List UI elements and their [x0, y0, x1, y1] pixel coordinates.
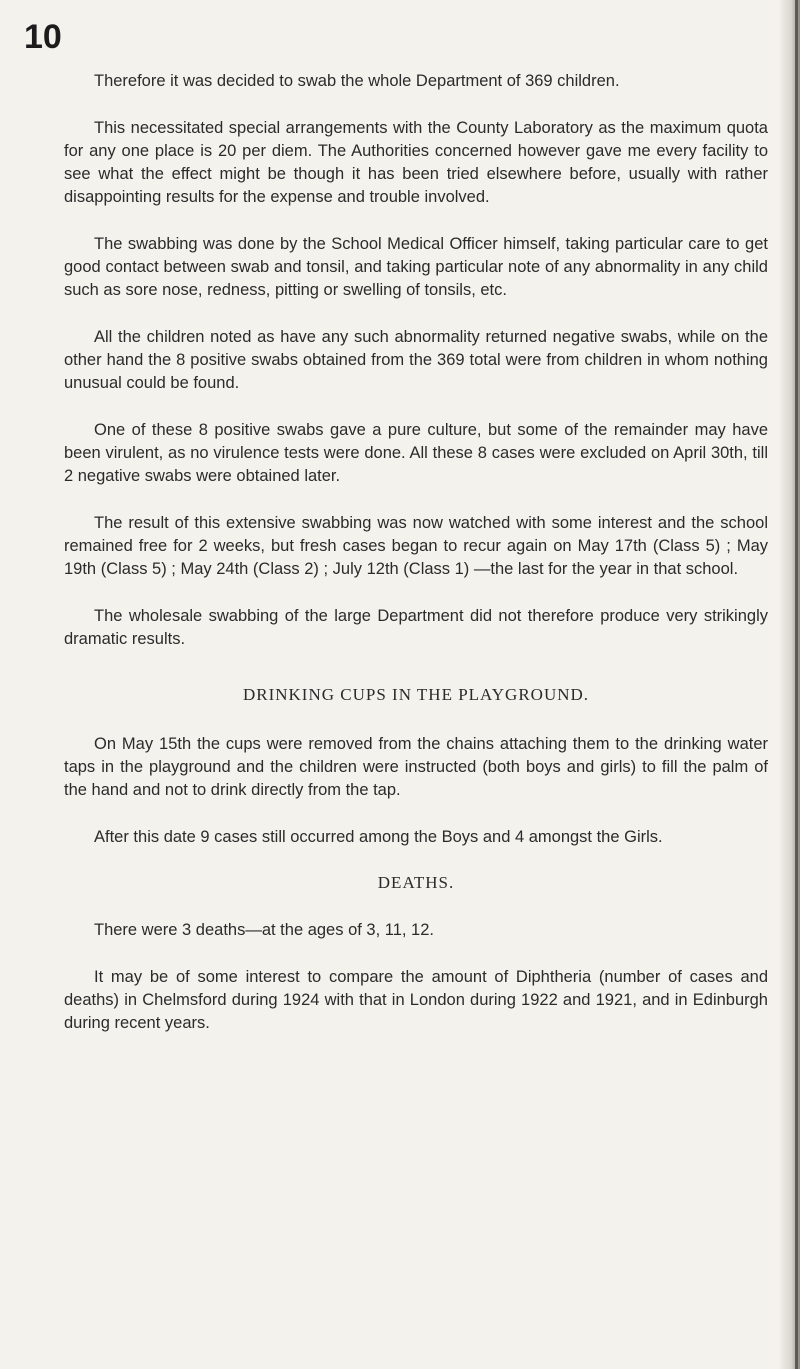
section-heading-deaths: DEATHS. — [377, 873, 455, 892]
paragraph: There were 3 deaths—at the ages of 3, 11, 12. — [94, 921, 434, 939]
paragraph: One of these 8 positive swabs gave a pure culture, but some of the remainder may have been virulent, as no virulence tests were done. All these 8 cases were excluded on April 30th, till 2 negative swabs were obtained later. — [64, 421, 768, 485]
paragraph: It may be of some interest to compare the amount of Diphtheria (number of cases and deaths) in Chelmsford during 1924 with that in London during 1922 and 1921, and in Edinburgh during recent years. — [64, 968, 768, 1032]
paragraph: This necessitated special arrangements with the County Laboratory as the maximum quota for any one place is 20 per diem. The Authorities concerned however gave me every facility to see what the effect might be though it has been tried elsewhere before, usually with rather disappointing results for the expense and trouble involved. — [64, 119, 768, 206]
page-number: 10 — [24, 18, 62, 56]
document-body — [64, 70, 768, 1059]
paragraph: The wholesale swabbing of the large Department did not therefore produce very strikingly dramatic results. — [64, 607, 768, 648]
page-edge-line — [795, 0, 798, 1369]
section-heading-drinking-cups: DRINKING CUPS IN THE PLAYGROUND. — [242, 685, 590, 704]
paragraph: The result of this extensive swabbing was now watched with some interest and the school remained free for 2 weeks, but fresh cases began to recur again on May 17th (Class 5) ; May 19th (Class 5) ; May 24th (Class 2) ; July 12th (Class 1) —the last for the year in that school. — [64, 514, 768, 578]
paragraph: Therefore it was decided to swab the whole Department of 369 children. — [94, 72, 620, 90]
paragraph: After this date 9 cases still occurred among the Boys and 4 amongst the Girls. — [94, 828, 663, 846]
paragraph: The swabbing was done by the School Medical Officer himself, taking particular care to get good contact between swab and tonsil, and taking particular note of any abnormality in any child such as sore nose, redness, pitting or swelling of tonsils, etc. — [64, 235, 768, 299]
paragraph: All the children noted as have any such abnormality returned negative swabs, while on the other hand the 8 positive swabs obtained from the 369 total were from children in whom nothing unusual could be found. — [64, 328, 768, 392]
paragraph: On May 15th the cups were removed from the chains attaching them to the drinking water taps in the playground and the children were instructed (both boys and girls) to fill the palm of the hand and not to drink directly from the tap. — [64, 735, 768, 799]
